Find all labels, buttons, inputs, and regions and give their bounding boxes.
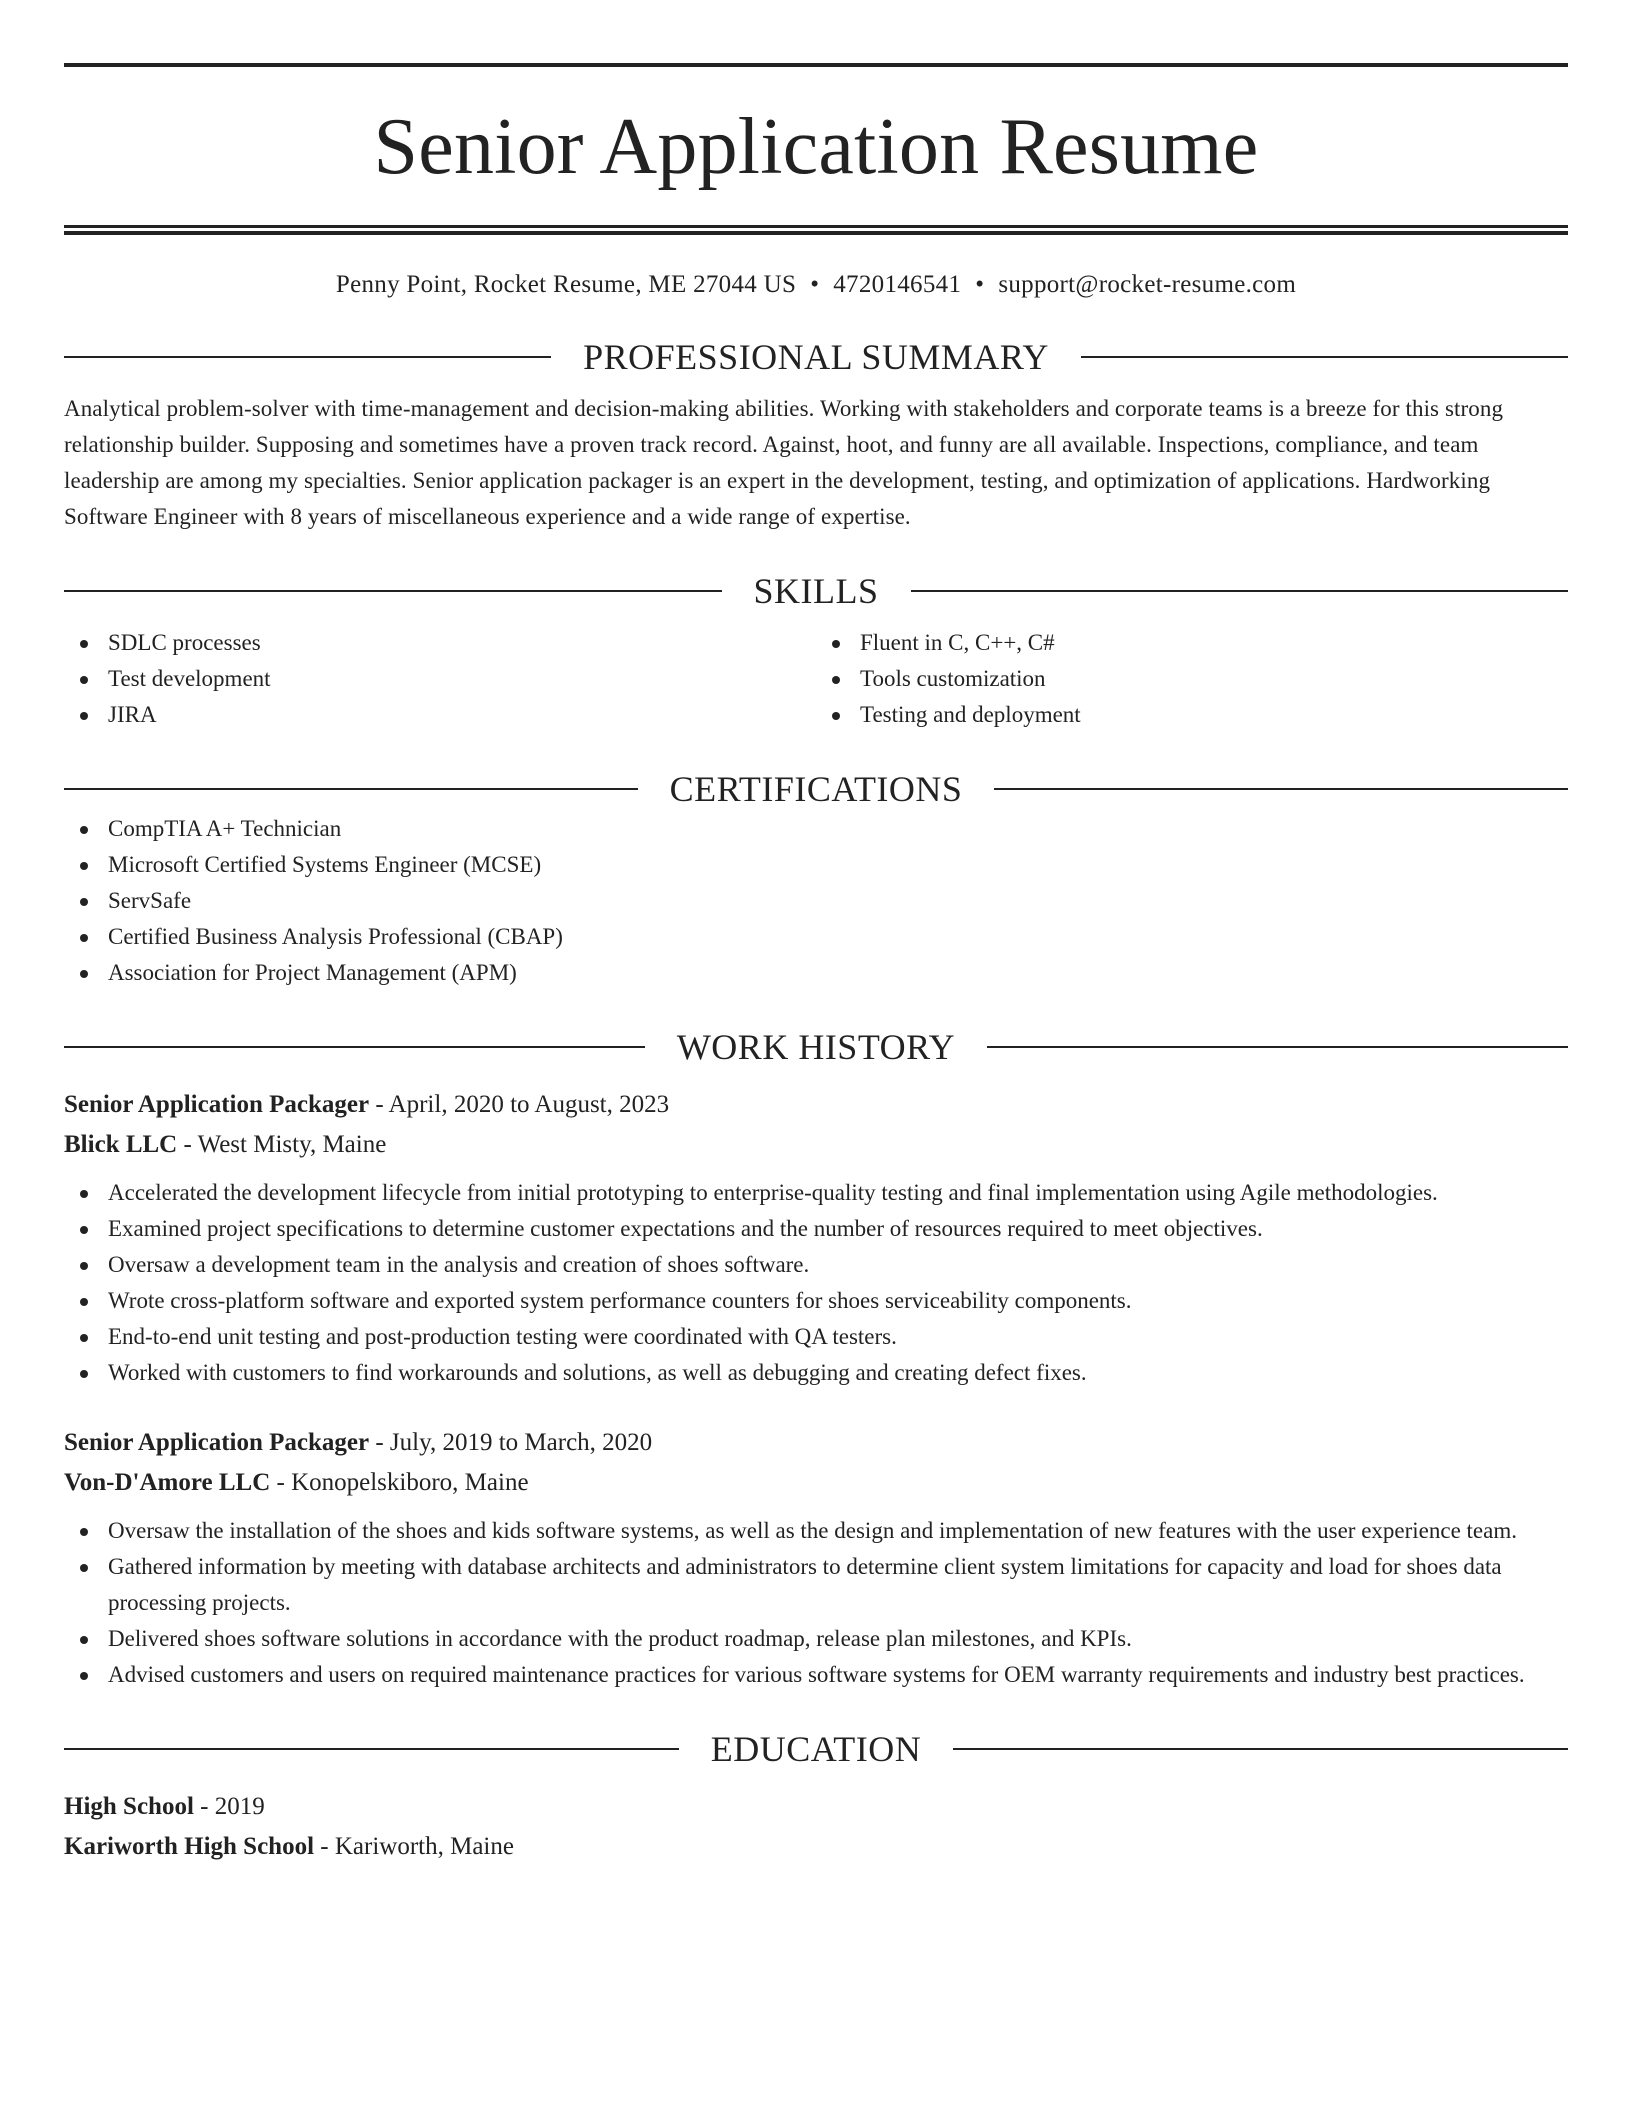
job-entry (64, 1085, 1568, 1391)
job-bullet: Gathered information by meeting with database architects and administrators to determine client system limitations for capacity and load for shoes data processing projects. (64, 1549, 1568, 1621)
work-history-heading (64, 1025, 1568, 1069)
top-rule (64, 63, 1568, 67)
job-title: Senior Application Packager (64, 1429, 370, 1456)
certifications-list (64, 811, 1568, 991)
education-location: - Kariworth, Maine (314, 1833, 514, 1860)
summary-heading (64, 335, 1568, 379)
education-school: Kariworth High School (64, 1833, 315, 1860)
education-entry (64, 1787, 1568, 1867)
certifications-heading-label: CERTIFICATIONS (669, 769, 963, 809)
skill-item: SDLC processes (64, 625, 816, 661)
contact-address: Penny Point, Rocket Resume, ME 27044 US (335, 271, 797, 298)
summary-heading-label: PROFESSIONAL SUMMARY (583, 337, 1049, 377)
job-entry (64, 1423, 1568, 1693)
skill-item: Test development (64, 661, 816, 697)
job-bullet: Delivered shoes software solutions in accordance with the product roadmap, release plan milestones, and KPIs. (64, 1621, 1568, 1657)
job-company-line (64, 1463, 1568, 1503)
heading-rule (64, 1748, 679, 1750)
job-bullet: Wrote cross-platform software and exported system performance counters for shoes serviceability components. (64, 1283, 1568, 1319)
skill-item: JIRA (64, 697, 816, 733)
heading-rule (64, 356, 551, 358)
heading-rule (64, 788, 638, 790)
job-title-line (64, 1085, 1568, 1125)
job-company: Blick LLC (64, 1131, 178, 1158)
skills-grid (64, 625, 1568, 733)
job-bullet: End-to-end unit testing and post-production testing were coordinated with QA testers. (64, 1319, 1568, 1355)
heading-rule (64, 1046, 645, 1048)
certification-item: Certified Business Analysis Professional (CBAP) (64, 919, 1568, 955)
certification-item: CompTIA A+ Technician (64, 811, 1568, 847)
job-bullet: Advised customers and users on required maintenance practices for various software systems for OEM warranty requirements and industry best practices. (64, 1657, 1568, 1693)
job-bullet: Accelerated the development lifecycle from initial prototyping to enterprise-quality testing and final implementation using Agile methodologies. (64, 1175, 1568, 1211)
skill-item: Tools customization (816, 661, 1568, 697)
heading-rule (953, 1748, 1568, 1750)
education-degree: High School (64, 1793, 194, 1820)
resume-title: Senior Application Resume (373, 103, 1259, 191)
contact-email: support@rocket-resume.com (998, 271, 1297, 298)
job-bullets (64, 1513, 1568, 1693)
job-bullet: Oversaw the installation of the shoes and kids software systems, as well as the design and implementation of new features with the user experience team. (64, 1513, 1568, 1549)
certifications-heading (64, 767, 1568, 811)
job-company-line (64, 1125, 1568, 1165)
heading-rule (911, 590, 1569, 592)
skills-list-left (64, 625, 816, 733)
job-bullets (64, 1175, 1568, 1391)
contact-line (64, 269, 1568, 301)
education-school-line (64, 1827, 1568, 1867)
job-dates: - April, 2020 to August, 2023 (369, 1091, 670, 1118)
education-heading-label: EDUCATION (710, 1729, 922, 1769)
education-heading (64, 1727, 1568, 1771)
job-company: Von-D'Amore LLC (64, 1469, 271, 1496)
heading-rule (64, 590, 722, 592)
skills-heading-label: SKILLS (753, 571, 879, 611)
title-double-rule (64, 225, 1568, 235)
heading-rule (1081, 356, 1568, 358)
job-title: Senior Application Packager (64, 1091, 370, 1118)
job-dates: - July, 2019 to March, 2020 (369, 1429, 653, 1456)
job-bullet: Worked with customers to find workarounds and solutions, as well as debugging and creating defect fixes. (64, 1355, 1568, 1391)
skills-heading (64, 569, 1568, 613)
job-location: - West Misty, Maine (177, 1131, 387, 1158)
heading-rule (987, 1046, 1568, 1048)
skills-list-right (816, 625, 1568, 733)
job-title-line (64, 1423, 1568, 1463)
skill-item: Testing and deployment (816, 697, 1568, 733)
job-bullet: Oversaw a development team in the analysis and creation of shoes software. (64, 1247, 1568, 1283)
education-degree-line (64, 1787, 1568, 1827)
contact-separator: • (975, 271, 985, 298)
contact-separator: • (810, 271, 820, 298)
contact-phone: 4720146541 (833, 271, 962, 298)
certification-item: Microsoft Certified Systems Engineer (MCSE) (64, 847, 1568, 883)
summary-text: Analytical problem-solver with time-management and decision-making abilities. Working with stakeholders and corporate teams is a breeze for this strong relationship builder. Supposing and sometimes have a proven track record. Against, hoot, and funny are all available. Inspections, compliance, and team leadership are among my specialties. Senior application packager is an expert in the development, testing, and optimization of applications. Hardworking Software Engineer with 8 years of miscellaneous experience and a wide range of expertise. (64, 396, 1504, 529)
certification-item: ServSafe (64, 883, 1568, 919)
skill-item: Fluent in C, C++, C# (816, 625, 1568, 661)
education-year: - 2019 (193, 1793, 265, 1820)
job-bullet: Examined project specifications to determine customer expectations and the number of resources required to meet objectives. (64, 1211, 1568, 1247)
work-history-heading-label: WORK HISTORY (676, 1027, 956, 1067)
heading-rule (994, 788, 1568, 790)
certification-item: Association for Project Management (APM) (64, 955, 1568, 991)
job-location: - Konopelskiboro, Maine (270, 1469, 529, 1496)
